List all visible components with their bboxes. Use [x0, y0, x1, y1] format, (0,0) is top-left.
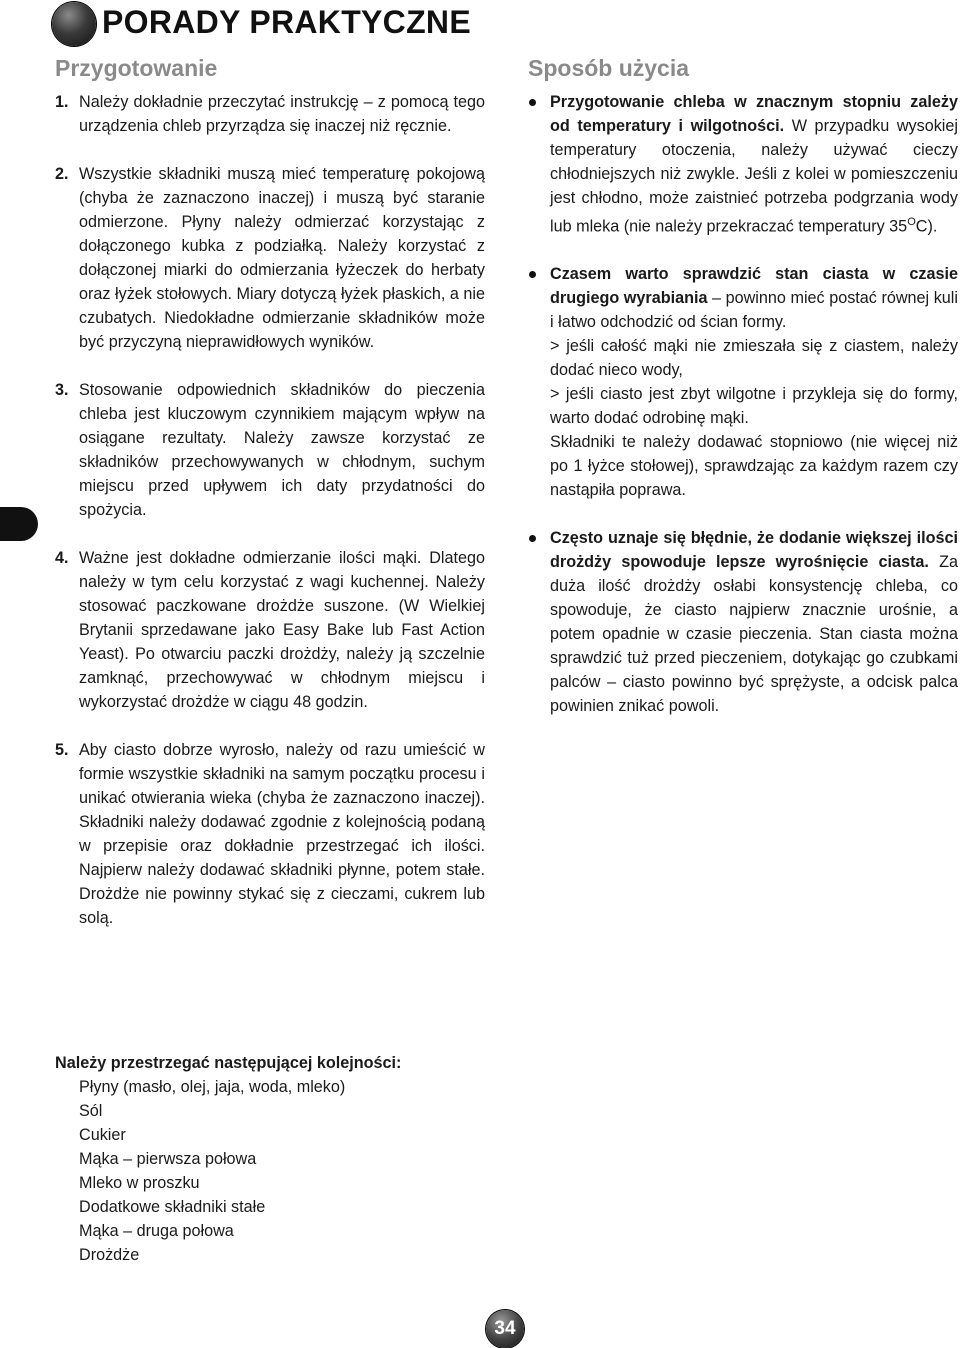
list-item: [55, 162, 485, 354]
heading-sposob-uzycia: Sposób użycia: [528, 55, 690, 81]
order-list: [79, 1075, 345, 1267]
item-text: Aby ciasto dobrze wyrosło, należy od razu umieścić w formie wszystkie składniki na samym początku procesu i unikać otwierania wieka (chyba że zaznaczono inaczej). Składniki należy dodawać zgodnie z kolejnością podaną w przepisie oraz dokładnie przestrzegać ich ilości. Najpierw należy dodawać składniki płynne, potem stałe. Drożdże nie powinny stykać się z cieczami, cukrem lub solą.: [79, 741, 485, 927]
item-number: 3.: [55, 381, 69, 399]
bullet-icon: [529, 535, 536, 542]
page-title: PORADY PRAKTYCZNE: [102, 4, 471, 40]
bullet-bold-text: Często uznaje się błędnie, że dodanie większej ilości drożdży spowoduje lepsze wyrośnięcie ciasta.: [550, 529, 958, 572]
bullet-bold-text: Czasem warto sprawdzić stan ciasta w czasie drugiego wyrabiania: [550, 265, 958, 308]
bullet-icon: [529, 99, 536, 106]
bullet-subtext: Składniki te należy dodawać stopniowo (nie więcej niż po 1 łyżce stołowej), sprawdzając za każdym razem czy nastąpiła poprawa.: [550, 433, 958, 500]
bullet-item: [528, 262, 958, 502]
page-number: 34: [494, 1318, 516, 1339]
left-column: [55, 90, 485, 930]
order-list-item: Mąka – druga połowa: [79, 1222, 234, 1240]
order-list-item: Mąka – pierwsza połowa: [79, 1150, 257, 1168]
item-number: 4.: [55, 549, 69, 567]
bullet-text: – powinno mieć postać równej kuli i łatwo odchodzić od ścian formy.: [550, 289, 958, 332]
item-number: 2.: [55, 165, 69, 183]
order-list-item: Płyny (masło, olej, jaja, woda, mleko): [79, 1078, 346, 1096]
order-list-item: Dodatkowe składniki stałe: [79, 1198, 266, 1216]
bullet-text-end: C).: [915, 217, 938, 236]
order-list-item: Mleko w proszku: [79, 1174, 200, 1192]
side-tab-marker: [0, 507, 38, 541]
bullet-icon: [529, 271, 536, 278]
bullet-bold-text: Przygotowanie chleba w znacznym stopniu zależy od temperatury i wilgotności.: [550, 93, 958, 135]
item-text: Należy dokładnie przeczytać instrukcję – z pomocą tego urządzenia chleb przyrządza się inaczej niż ręcznie.: [79, 93, 485, 135]
bullet-subtext: > jeśli ciasto jest zbyt wilgotne i przykleja się do formy, warto dodać odrobinę mąki.: [550, 385, 958, 428]
bullet-item: [528, 90, 958, 238]
order-list-item: Drożdże: [79, 1246, 140, 1264]
bullet-item: [528, 526, 958, 718]
list-item: [55, 378, 485, 522]
bullet-text: Za duża ilość drożdży osłabi konsystencję chleba, co spowoduje, że ciasto najpierw znacznie urośnie, a potem opadnie w czasie pieczenia. Stan ciasta można sprawdzić tuż przed pieczeniem, dotykając go czubkami palców – ciasto powinno być sprężyste, a odcisk palca powinien znikać powoli.: [550, 553, 958, 716]
order-list-item: Sól: [79, 1102, 103, 1120]
bullet-text: W przypadku wysokiej temperatury otoczenia, należy używać cieczy chłodniejszych niż zwykle. Jeśli z kolei w pomieszczeniu jest chłodno, może zaistnieć potrzeba podgrzania wody lub mleka (nie należy przekraczać temperatury 35: [550, 117, 958, 236]
order-list-item: Cukier: [79, 1126, 126, 1144]
item-text: Stosowanie odpowiednich składników do pieczenia chleba jest kluczowym czynnikiem mającym wpływ na osiągane rezultaty. Należy zawsze korzystać ze składników przechowywanych w chłodnym, suchym miejscu przed upływem ich daty przydatności do spożycia.: [79, 381, 485, 519]
order-title: Należy przestrzegać następującej kolejności:: [55, 1054, 402, 1072]
list-item: [55, 738, 485, 930]
item-number: 1.: [55, 93, 69, 111]
right-column: [528, 90, 958, 718]
section-logo-icon: [52, 2, 96, 46]
item-text: Ważne jest dokładne odmierzanie ilości mąki. Dlatego należy w tym celu korzystać z wagi kuchennej. Należy stosować paczkowane drożdże suszone. (W Wielkiej Brytanii sprzedawane jako Easy Bake lub Fast Action Yeast). Po otwarciu paczki drożdży, należy ją szczelnie zamknąć, przechowywać w chłodnym miejscu i wykorzystać drożdże w ciągu 48 godzin.: [79, 549, 485, 711]
bullet-subtext: > jeśli całość mąki nie zmieszała się z ciastem, należy dodać nieco wody,: [550, 337, 958, 380]
item-text: Wszystkie składniki muszą mieć temperaturę pokojową (chyba że zaznaczono inaczej) i muszą być staranie odmierzone. Płyny należy odmierzać korzystając z dołączonego kubka z podziałką. Należy korzystać z dołączonej miarki do odmierzania łyżeczek do herbaty oraz łyżek stołowych. Miary dotyczą łyżek płaskich, a nie czubatych. Niedokładne odmierzanie składników może być przyczyną nieprawidłowych wyników.: [79, 165, 485, 351]
item-number: 5.: [55, 741, 69, 759]
list-item: [55, 90, 485, 138]
page-number-badge: [486, 1310, 524, 1348]
degree-sup: O: [907, 216, 916, 228]
list-item: [55, 546, 485, 714]
heading-przygotowanie: Przygotowanie: [55, 55, 218, 81]
